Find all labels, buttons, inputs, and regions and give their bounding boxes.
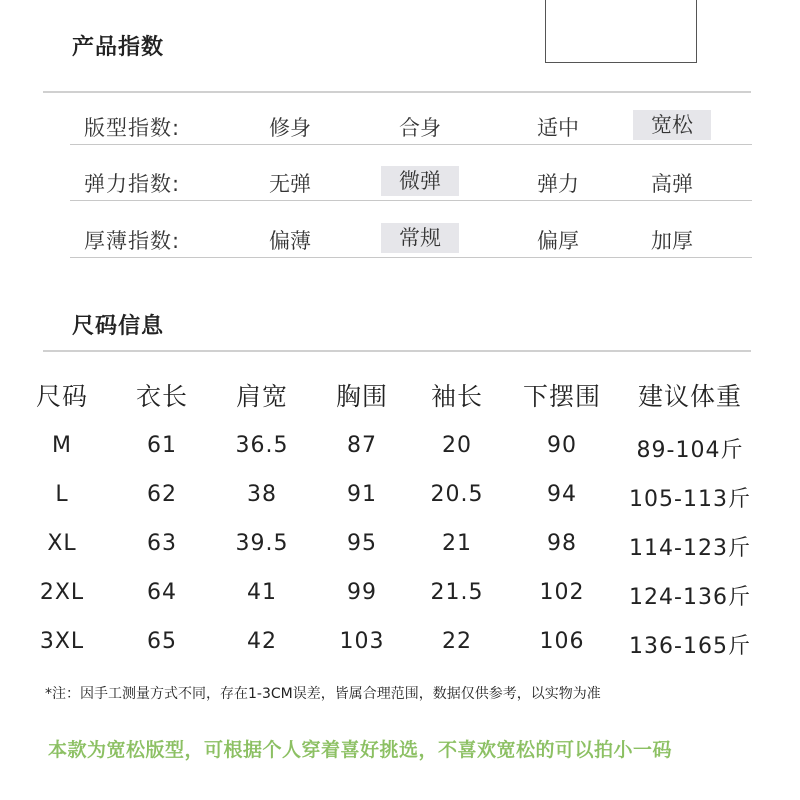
index-option-selected: 常规 xyxy=(381,223,459,253)
size-table-cell: 2XL xyxy=(39,580,85,605)
size-table-cell: 94 xyxy=(547,482,577,507)
size-table-cell: 87 xyxy=(347,433,377,458)
index-option: 高弹 xyxy=(651,172,693,196)
size-table-header: 衣长 xyxy=(135,382,188,411)
size-table-cell: 114-123斤 xyxy=(629,536,751,561)
size-table-cell: 42 xyxy=(247,629,277,654)
index-option: 无弹 xyxy=(269,172,311,196)
index-label: 版型指数: xyxy=(84,116,181,140)
size-table-cell: 20.5 xyxy=(430,482,484,507)
size-table-header: 胸围 xyxy=(335,382,388,411)
index-option: 偏厚 xyxy=(537,229,579,253)
size-table-cell: 103 xyxy=(339,629,385,654)
row-divider xyxy=(70,257,752,258)
size-table-cell: 22 xyxy=(442,629,472,654)
row-divider xyxy=(70,200,752,201)
section-title-size-info: 尺码信息 xyxy=(72,314,165,339)
size-table-cell: 3XL xyxy=(39,629,85,654)
row-divider xyxy=(70,144,752,145)
size-table-cell: 61 xyxy=(147,433,177,458)
garment-outline-image xyxy=(545,0,697,63)
index-option: 适中 xyxy=(537,116,579,140)
index-option: 修身 xyxy=(269,116,311,140)
size-table-cell: 99 xyxy=(347,580,377,605)
size-table-cell: 91 xyxy=(347,482,377,507)
size-table-cell: 136-165斤 xyxy=(629,634,751,659)
divider xyxy=(43,350,751,352)
index-option-selected: 微弹 xyxy=(381,166,459,196)
index-label: 弹力指数: xyxy=(84,172,181,196)
size-table-cell: 98 xyxy=(547,531,577,556)
size-table-cell: XL xyxy=(47,531,77,556)
size-table-cell: 21 xyxy=(442,531,472,556)
size-table-cell: 39.5 xyxy=(235,531,289,556)
index-option: 合身 xyxy=(399,116,441,140)
measurement-note: *注：因手工测量方式不同，存在1-3CM误差，皆属合理范围，数据仅供参考，以实物为准 xyxy=(45,686,601,702)
index-label: 厚薄指数: xyxy=(84,229,181,253)
fit-tip: 本款为宽松版型，可根据个人穿着喜好挑选，不喜欢宽松的可以拍小一码 xyxy=(48,739,673,761)
size-table-header: 肩宽 xyxy=(235,382,288,411)
size-table-cell: 21.5 xyxy=(430,580,484,605)
size-table-cell: 89-104斤 xyxy=(636,438,744,463)
size-table-cell: M xyxy=(52,433,72,458)
size-table-cell: 105-113斤 xyxy=(629,487,751,512)
size-table-cell: 95 xyxy=(347,531,377,556)
size-table-cell: 65 xyxy=(147,629,177,654)
index-option: 偏薄 xyxy=(269,229,311,253)
size-table-header: 下摆围 xyxy=(522,382,601,411)
index-option-selected: 宽松 xyxy=(633,110,711,140)
size-table-cell: 62 xyxy=(147,482,177,507)
size-table-cell: 20 xyxy=(442,433,472,458)
size-table-header: 建议体重 xyxy=(637,382,742,411)
size-table-cell: 102 xyxy=(539,580,585,605)
size-table-cell: 90 xyxy=(547,433,577,458)
index-option: 弹力 xyxy=(537,172,579,196)
size-table-header: 尺码 xyxy=(35,382,88,411)
index-option: 加厚 xyxy=(651,229,693,253)
size-table-cell: 63 xyxy=(147,531,177,556)
size-table-header: 袖长 xyxy=(430,382,483,411)
size-table-cell: 106 xyxy=(539,629,585,654)
size-table-cell: 64 xyxy=(147,580,177,605)
size-table-cell: 38 xyxy=(247,482,277,507)
size-table-cell: 41 xyxy=(247,580,277,605)
section-title-product-index: 产品指数 xyxy=(72,35,165,60)
divider xyxy=(43,91,751,93)
size-table-cell: L xyxy=(55,482,69,507)
size-table-cell: 36.5 xyxy=(235,433,289,458)
size-table-cell: 124-136斤 xyxy=(629,585,751,610)
